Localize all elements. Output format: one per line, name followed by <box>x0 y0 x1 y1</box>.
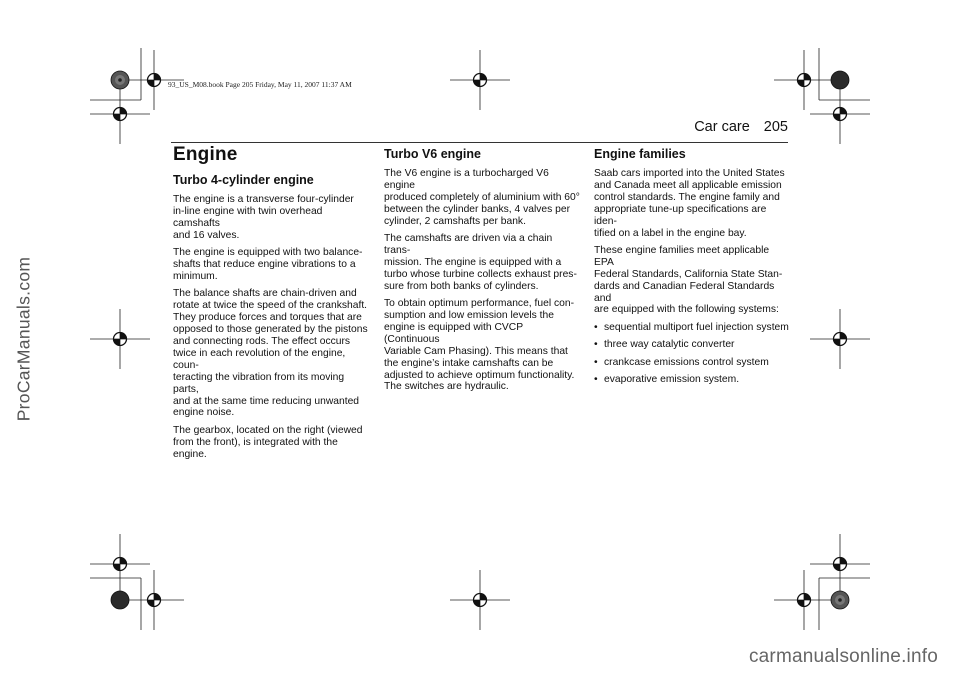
page-title: Engine <box>173 144 238 165</box>
side-watermark: ProCarManuals.com <box>13 256 34 422</box>
registration-target-icon <box>148 80 155 87</box>
list-item: • evaporative emission system. <box>594 374 790 386</box>
paragraph: The camshafts are driven via a chain trans- mission. The engine is equipped with a turbo whose turbine collects exhaust pres- sure from both banks of cylinders. <box>384 233 577 292</box>
color-patch-icon <box>118 78 122 82</box>
registration-target-icon <box>840 108 847 115</box>
registration-target-icon <box>120 558 127 565</box>
registration-target-icon <box>148 600 155 607</box>
registration-target-icon <box>474 600 481 607</box>
registration-target-icon <box>114 339 121 346</box>
registration-target-icon <box>840 558 847 565</box>
registration-target-icon <box>480 594 487 601</box>
registration-target-icon <box>798 600 805 607</box>
registration-target-icon <box>804 594 811 601</box>
registration-target-icon <box>120 108 127 115</box>
color-patch-icon <box>111 591 129 609</box>
bottom-watermark: carmanualsonline.info <box>748 646 938 667</box>
paragraph: The V6 engine is a turbocharged V6 engine produced completely of aluminium with 60° between the cylinder banks, 4 valves per cylinder, 2 camshafts per bank. <box>384 168 580 227</box>
page-number: 205 <box>763 119 788 135</box>
book-info-slug: 93_US_M08.book Page 205 Friday, May 11, 2007 11:37 AM <box>168 80 352 89</box>
color-patch-icon <box>838 598 842 602</box>
paragraph: Saab cars imported into the United States and Canada meet all applicable emission control standards. The engine family and appropriate tune-up specifications are iden- tified on a label in the engine bay. <box>594 168 785 239</box>
paragraph: The engine is equipped with two balance- shafts that reduce engine vibrations to a minimum. <box>173 247 363 282</box>
registration-target-icon <box>480 74 487 81</box>
registration-target-icon <box>834 114 841 121</box>
registration-target-icon <box>154 74 161 81</box>
color-patch-icon <box>831 71 849 89</box>
paragraph: The engine is a transverse four-cylinder in-line engine with twin overhead camshafts and 16 valves. <box>173 194 354 241</box>
text-column-right <box>594 144 790 392</box>
section-heading: Turbo 4-cylinder engine <box>173 173 314 187</box>
paragraph: The balance shafts are chain-driven and rotate at twice the speed of the crankshaft. They produce forces and torques that are opposed to those generated by the pistons and connecting rods. The effect occurs twice in each revolution of the engine, coun- teracting the vibration from its moving parts, and at the same time reducing unwanted engine noise. <box>173 288 368 419</box>
registration-target-icon <box>834 564 841 571</box>
registration-target-icon <box>114 114 121 121</box>
registration-target-icon <box>804 74 811 81</box>
text-column-left <box>173 144 369 466</box>
registration-target-icon <box>798 80 805 87</box>
section-title: Car care <box>694 119 750 135</box>
list-item: • sequential multiport fuel injection system <box>594 322 790 334</box>
registration-target-icon <box>834 339 841 346</box>
paragraph: These engine families meet applicable EPA Federal Standards, California State Stan- dards and Canadian Federal Standards and are equipped with the following systems: <box>594 244 783 316</box>
registration-target-icon <box>120 333 127 340</box>
registration-target-icon <box>474 80 481 87</box>
paragraph: The gearbox, located on the right (viewed from the front), is integrated with the engine. <box>173 424 363 460</box>
running-header <box>600 119 788 135</box>
bullet-list <box>594 322 790 386</box>
registration-target-icon <box>114 564 121 571</box>
list-item: • three way catalytic converter <box>594 339 790 351</box>
registration-target-icon <box>840 333 847 340</box>
text-column-middle <box>384 144 580 399</box>
list-item: • crankcase emissions control system <box>594 357 790 369</box>
section-heading: Engine families <box>594 147 686 161</box>
paragraph: To obtain optimum performance, fuel con- sumption and low emission levels the engine is equipped with CVCP (Continuous Variable Cam Phasing). This means that the engine’s intake camshafts can be adjusted to achieve optimum functionality. The switches are hydraulic. <box>384 298 575 393</box>
registration-target-icon <box>154 594 161 601</box>
header-rule <box>171 142 788 143</box>
section-heading: Turbo V6 engine <box>384 147 481 161</box>
